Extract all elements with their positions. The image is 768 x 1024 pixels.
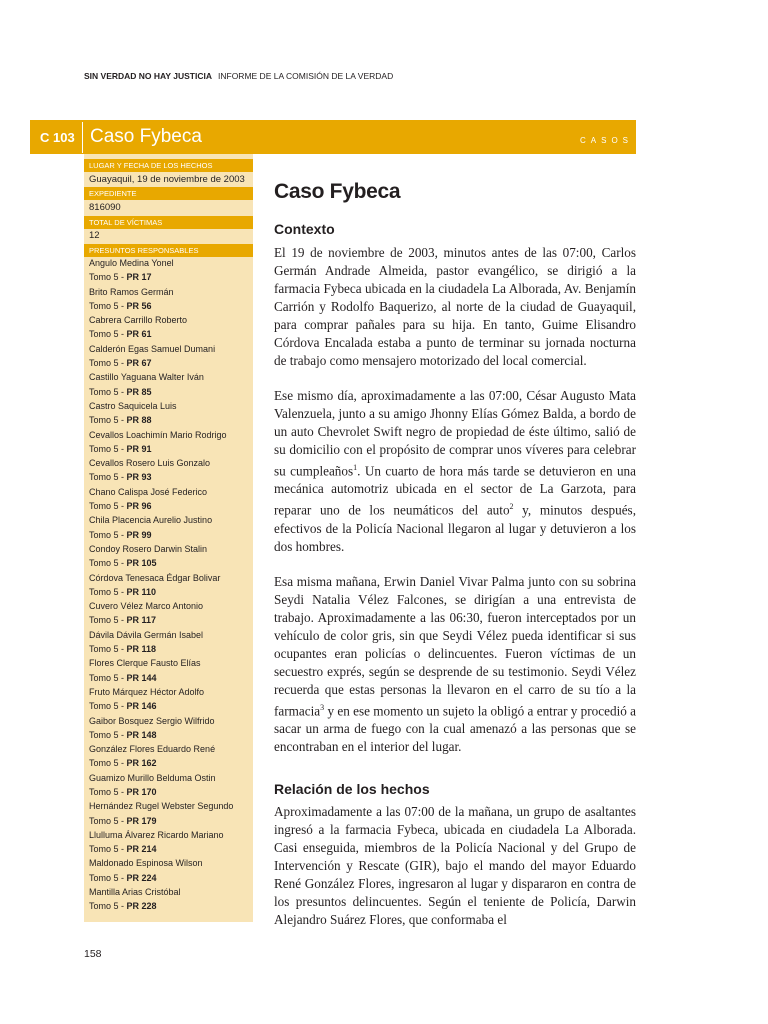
- responsable-name: Brito Ramos Germán: [89, 286, 174, 297]
- tomo-prefix: Tomo 5 -: [89, 558, 127, 569]
- page-title: Caso Fybeca: [274, 180, 401, 203]
- responsable-name: Angulo Medina Yonel: [89, 258, 174, 268]
- paragraph-3: [274, 573, 636, 756]
- responsable-name: Córdova Tenesaca Édgar Bolivar: [89, 572, 221, 583]
- pr-reference: PR 214: [126, 844, 157, 855]
- responsable-ref: [89, 556, 233, 570]
- pr-reference: PR 91: [126, 443, 152, 454]
- responsable-ref: [89, 299, 233, 313]
- responsable-name: Chano Calispa José Federico: [89, 486, 208, 497]
- responsable-name: Cevallos Loachimín Mario Rodrigo: [89, 429, 227, 440]
- pr-reference: PR 105: [126, 558, 157, 569]
- tomo-prefix: Tomo 5 -: [89, 443, 127, 454]
- tomo-prefix: Tomo 5 -: [89, 786, 127, 797]
- responsable-ref: [89, 528, 233, 542]
- responsable-name: Llulluma Álvarez Ricardo Mariano: [89, 829, 224, 840]
- expediente-value: 816090: [89, 202, 121, 213]
- pr-reference: PR 162: [126, 758, 157, 769]
- pr-reference: PR 117: [126, 615, 157, 626]
- tomo-prefix: Tomo 5 -: [89, 758, 127, 769]
- publication-subtitle: INFORME DE LA COMISIÓN DE LA VERDAD: [218, 71, 394, 81]
- tomo-prefix: Tomo 5 -: [89, 358, 127, 369]
- pr-reference: PR 144: [126, 672, 157, 683]
- publication-title: SIN VERDAD NO HAY JUSTICIA: [84, 71, 212, 81]
- tomo-prefix: Tomo 5 -: [89, 329, 127, 340]
- paragraph-2-part-b: . Un cuarto de hora más tarde se detuvieron en una mecánica automotriz ubicada en el sector de La Garzota, para reparar uno de los neumáticos del auto: [274, 463, 636, 518]
- responsable-name: Condoy Rosero Darwin Stalin: [89, 543, 208, 554]
- tomo-prefix: Tomo 5 -: [89, 901, 127, 912]
- responsable-ref: [89, 470, 233, 484]
- tomo-prefix: Tomo 5 -: [89, 729, 127, 740]
- responsable-name: Dávila Dávila Germán Isabel: [89, 629, 204, 640]
- responsable-name: Flores Clerque Fausto Elías: [89, 658, 201, 669]
- footnote-ref-3: 3: [320, 702, 325, 712]
- paragraph-1: El 19 de noviembre de 2003, minutos antes de las 07:00, Carlos Germán Andrade Almeida, pastor evangélico, se dirigió a la farmacia Fybeca ubicada en la ciudadela La Alborada, Av. Benjamín Carrión y Rodolfo Baquerizo, al norte de la ciudad de Guayaquil, para comprar pañales para su hija. En tanto, Guime Elisandro Córdova Encalada estaba a punto de terminar su jornada nocturna de trabajo como mensajero motorizado del local comercial.: [274, 245, 636, 368]
- responsable-ref: [89, 871, 233, 885]
- tomo-prefix: Tomo 5 -: [89, 644, 127, 655]
- responsable-ref: [89, 699, 233, 713]
- paragraph-3-part-a: Esa misma mañana, Erwin Daniel Vivar Palma junto con su sobrina Seydi Natalia Vélez Falcones, se dirigían a una entrevista de trabajo. Aproximadamente a las 06:30, fueron interceptados por un vehículo de color gris, sin que Seydi Vélez pueda identificar si sus ocupantes eran policías o delincuentes. Fueron víctimas de un secuestro exprés, según se desprende de su testimonio. Seydi Vélez recuerda que estas personas la llevaron en el carro de su tío a la farmacia: [274, 573, 636, 719]
- responsables-list: [89, 256, 233, 914]
- tomo-prefix: Tomo 5 -: [89, 472, 127, 483]
- responsable-name: Guamizo Murillo Belduma Ostin: [89, 772, 216, 783]
- responsable-name: Cuvero Vélez Marco Antonio: [89, 601, 204, 612]
- responsable-name: Cevallos Rosero Luis Gonzalo: [89, 458, 211, 469]
- pr-reference: PR 96: [126, 501, 152, 512]
- tomo-prefix: Tomo 5 -: [89, 415, 127, 426]
- pr-reference: PR 110: [126, 586, 157, 597]
- relacion-heading: Relación de los hechos: [274, 781, 430, 798]
- pr-reference: PR 88: [126, 415, 152, 426]
- pr-reference: PR 228: [126, 901, 157, 912]
- paragraph-2: [274, 387, 636, 556]
- tomo-prefix: Tomo 5 -: [89, 501, 127, 512]
- tomo-prefix: Tomo 5 -: [89, 529, 127, 540]
- responsable-ref: [89, 613, 233, 627]
- pr-reference: PR 56: [126, 300, 152, 311]
- responsable-name: Mantilla Arias Cristóbal: [89, 887, 181, 898]
- contexto-heading: Contexto: [274, 221, 335, 237]
- pr-reference: PR 146: [126, 701, 157, 712]
- pr-reference: PR 67: [126, 358, 152, 369]
- lugar-value: Guayaquil, 19 de noviembre de 2003: [89, 174, 245, 185]
- pr-reference: PR 99: [126, 529, 152, 540]
- tomo-prefix: Tomo 5 -: [89, 701, 127, 712]
- responsable-name: González Flores Eduardo René: [89, 744, 216, 755]
- main-content: [274, 180, 636, 929]
- tomo-prefix: Tomo 5 -: [89, 872, 127, 883]
- responsable-ref: [89, 270, 233, 284]
- responsable-ref: [89, 642, 233, 656]
- responsable-ref: [89, 728, 233, 742]
- responsable-ref: [89, 842, 233, 856]
- expediente-label: EXPEDIENTE: [84, 187, 253, 200]
- responsable-ref: [89, 814, 233, 828]
- pr-reference: PR 118: [126, 644, 157, 655]
- responsable-name: Castro Saquicela Luis: [89, 400, 177, 411]
- tomo-prefix: Tomo 5 -: [89, 386, 127, 397]
- pr-reference: PR 148: [126, 729, 157, 740]
- tomo-prefix: Tomo 5 -: [89, 844, 127, 855]
- responsable-name: Maldonado Espinosa Wilson: [89, 858, 203, 869]
- lugar-label: LUGAR Y FECHA DE LOS HECHOS: [84, 159, 253, 172]
- responsable-ref: [89, 385, 233, 399]
- responsable-name: Cabrera Carrillo Roberto: [89, 315, 188, 326]
- responsable-name: Fruto Márquez Héctor Adolfo: [89, 686, 205, 697]
- tomo-prefix: Tomo 5 -: [89, 300, 127, 311]
- tomo-prefix: Tomo 5 -: [89, 672, 127, 683]
- footnote-ref-2: 2: [509, 502, 514, 512]
- paragraph-2-part-c: y, minutos después, efectivos de la Policía Nacional llegaron al lugar y detuvieron a los dos hombres.: [274, 502, 636, 554]
- band-divider: [82, 122, 83, 153]
- pr-reference: PR 17: [126, 272, 152, 283]
- footnote-ref-1: 1: [353, 463, 358, 472]
- running-header: [84, 71, 393, 81]
- responsable-ref: [89, 585, 233, 599]
- tomo-prefix: Tomo 5 -: [89, 272, 127, 283]
- responsable-ref: [89, 785, 233, 799]
- responsable-ref: [89, 327, 233, 341]
- pr-reference: PR 61: [126, 329, 152, 340]
- paragraph-3-part-b: y en ese momento un sujeto la obligó a entrar y procedió a sacar un arma de fuego con la cual amenazó a las personas que se encontraban en el interior del lugar.: [274, 703, 636, 755]
- responsable-ref: [89, 499, 233, 513]
- pr-reference: PR 224: [126, 872, 157, 883]
- victimas-label: TOTAL DE VÍCTIMAS: [84, 216, 253, 229]
- pr-reference: PR 85: [126, 386, 152, 397]
- responsable-ref: [89, 671, 233, 685]
- responsable-ref: [89, 899, 233, 913]
- case-title: Caso Fybeca: [90, 126, 202, 147]
- responsable-ref: [89, 413, 233, 427]
- responsable-name: Calderón Egas Samuel Dumani: [89, 343, 216, 354]
- responsable-ref: [89, 756, 233, 770]
- responsable-name: Castillo Yaguana Walter Iván: [89, 372, 204, 383]
- paragraph-4: Aproximadamente a las 07:00 de la mañana, un grupo de asaltantes ingresó a la farmacia Fybeca, ubicada en ciudadela La Alborada. Casi enseguida, miembros de la Policía Nacional y del Grupo de Intervención y Rescate (GIR), bajo el mando del mayor Eduardo René González Flores, ingresaron al lugar y dispararon en contra de los presuntos delincuentes. Según el teniente de Policía, Darwin Alejandro Suárez Flores, que conformaba el: [274, 804, 636, 928]
- paragraph-2-part-a: Ese mismo día, aproximadamente a las 07:00, César Augusto Mata Valenzuela, junto a su amigo Jhonny Elías Gómez Balda, a bordo de un auto Chevrolet Swift negro de propiedad de éste último, salió de su domicilio con el propósito de comprar unos víveres para celebrar su cumpleaños: [274, 388, 636, 479]
- pr-reference: PR 93: [126, 472, 152, 483]
- case-code: C 103: [40, 130, 75, 145]
- responsables-label: PRESUNTOS RESPONSABLES: [84, 244, 253, 257]
- pr-reference: PR 179: [126, 815, 157, 826]
- pr-reference: PR 170: [126, 786, 157, 797]
- responsable-name: Gaibor Bosquez Sergio Wilfrido: [89, 715, 215, 726]
- responsable-ref: [89, 356, 233, 370]
- tomo-prefix: Tomo 5 -: [89, 586, 127, 597]
- victimas-value: 12: [89, 230, 100, 241]
- responsable-ref: [89, 442, 233, 456]
- responsable-name: Chila Placencia Aurelio Justino: [89, 515, 213, 526]
- page-number: 158: [84, 948, 102, 960]
- tomo-prefix: Tomo 5 -: [89, 815, 127, 826]
- tomo-prefix: Tomo 5 -: [89, 615, 127, 626]
- responsable-name: Hernández Rugel Webster Segundo: [89, 801, 234, 812]
- section-label: CASOS: [580, 136, 634, 145]
